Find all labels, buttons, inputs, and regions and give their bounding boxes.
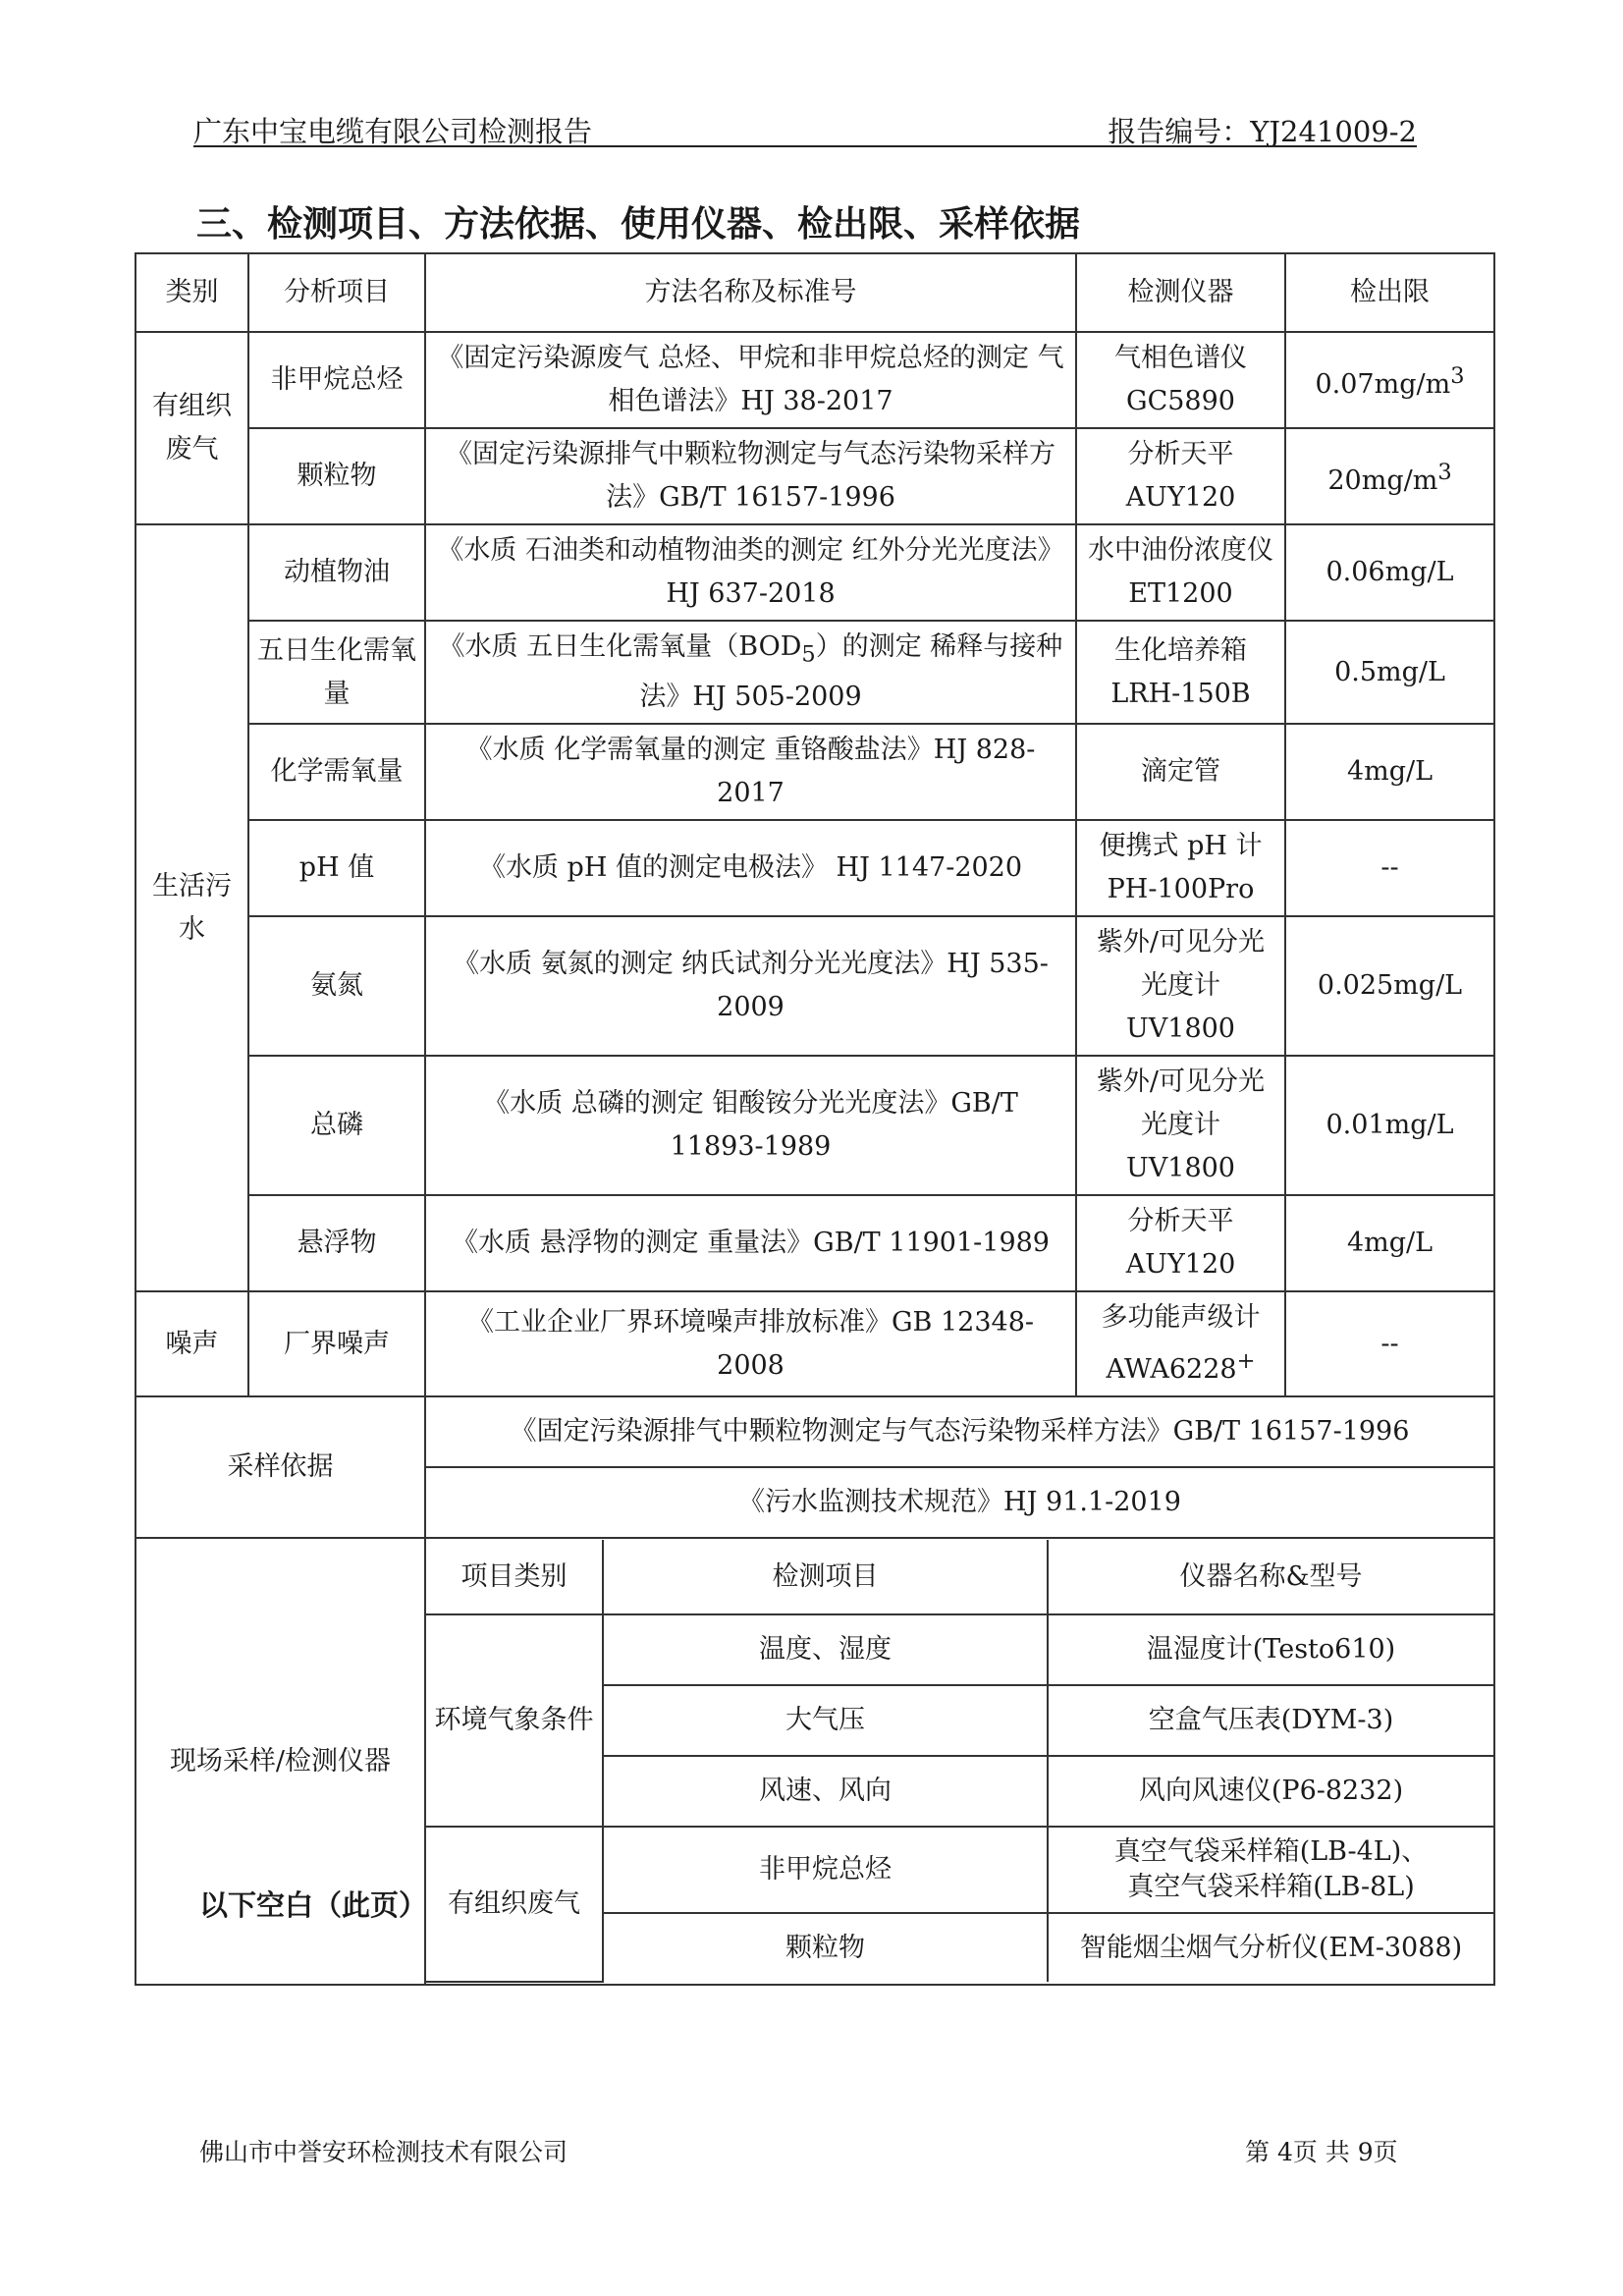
limit-cell: 0.06mg/L xyxy=(1285,524,1494,621)
table-row xyxy=(135,524,1494,621)
table-header-row xyxy=(135,253,1494,332)
group-cell: 生活污水 xyxy=(135,524,248,1291)
limit-cell: -- xyxy=(1285,820,1494,916)
report-number: 报告编号：YJ241009-2 xyxy=(1108,115,1417,148)
footer-agency: 佛山市中誉安环检测技术有限公司 xyxy=(199,2138,568,2166)
table-row xyxy=(135,1056,1494,1195)
method-text: ）的测定 稀释与接种法》HJ 505-2009 xyxy=(639,631,1063,713)
col-header: 检出限 xyxy=(1285,253,1494,332)
table-row xyxy=(135,1291,1494,1396)
field-instrument-line: 真空气袋采样箱(LB-8L) xyxy=(1127,1872,1415,1903)
field-category: 有组织废气 xyxy=(426,1827,603,1982)
instrument-cell: 紫外/可见分光光度计 UV1800 xyxy=(1076,916,1285,1056)
limit-cell: 0.01mg/L xyxy=(1285,1056,1494,1195)
method-cell: 《水质 化学需氧量的测定 重铬酸盐法》HJ 828-2017 xyxy=(425,724,1076,820)
method-cell: 《水质 氨氮的测定 纳氏试剂分光光度法》HJ 535-2009 xyxy=(425,916,1076,1056)
instrument-cell: 分析天平 AUY120 xyxy=(1076,1195,1285,1291)
field-instrument xyxy=(1048,1827,1493,1913)
field-row xyxy=(426,1614,1493,1685)
limit-cell: 4mg/L xyxy=(1285,1195,1494,1291)
method-cell: 《水质 悬浮物的测定 重量法》GB/T 11901-1989 xyxy=(425,1195,1076,1291)
sampling-basis: 《污水监测技术规范》HJ 91.1-2019 xyxy=(425,1467,1494,1538)
blank-below-note: 以下空白（此页） xyxy=(199,1888,428,1922)
instrument-cell: 滴定管 xyxy=(1076,724,1285,820)
method-subscript: 5 xyxy=(801,641,816,668)
limit-superscript: 3 xyxy=(1437,459,1452,485)
field-header-row xyxy=(426,1540,1493,1614)
group-cell: 有组织废气 xyxy=(135,332,248,524)
method-text: 《水质 五日生化需氧量（BOD xyxy=(438,631,802,662)
field-col-header: 检测项目 xyxy=(603,1540,1048,1614)
table-row xyxy=(135,621,1494,724)
field-col-header: 仪器名称&型号 xyxy=(1048,1540,1493,1614)
col-header: 类别 xyxy=(135,253,248,332)
instrument-cell: 分析天平 AUY120 xyxy=(1076,428,1285,524)
instrument-cell: 气相色谱仪 GC5890 xyxy=(1076,332,1285,428)
sampling-row xyxy=(135,1396,1494,1467)
limit-value: 0.07mg/m xyxy=(1315,368,1451,400)
table-row xyxy=(135,332,1494,428)
instrument-text: 多功能声级计 AWA6228 xyxy=(1101,1302,1261,1386)
instrument-cell: 生化培养箱 LRH-150B xyxy=(1076,621,1285,724)
field-item: 非甲烷总烃 xyxy=(603,1827,1048,1913)
instrument-superscript: + xyxy=(1236,1348,1256,1375)
field-row xyxy=(426,1827,1493,1913)
limit-value: 20mg/m xyxy=(1327,465,1438,496)
header-rule xyxy=(193,145,1417,147)
limit-cell xyxy=(1285,428,1494,524)
limit-cell: -- xyxy=(1285,1291,1494,1396)
item-cell: pH 值 xyxy=(248,820,425,916)
item-cell: 氨氮 xyxy=(248,916,425,1056)
method-cell: 《水质 pH 值的测定电极法》 HJ 1147-2020 xyxy=(425,820,1076,916)
report-header-company: 广东中宝电缆有限公司检测报告 xyxy=(193,115,593,148)
item-cell: 厂界噪声 xyxy=(248,1291,425,1396)
col-header: 方法名称及标准号 xyxy=(425,253,1076,332)
item-cell: 化学需氧量 xyxy=(248,724,425,820)
instrument-cell xyxy=(1076,1291,1285,1396)
instrument-cell: 水中油份浓度仪 ET1200 xyxy=(1076,524,1285,621)
item-cell: 动植物油 xyxy=(248,524,425,621)
method-cell: 《水质 石油类和动植物油类的测定 红外分光光度法》HJ 637-2018 xyxy=(425,524,1076,621)
method-cell: 《固定污染源排气中颗粒物测定与气态污染物采样方法》GB/T 16157-1996 xyxy=(425,428,1076,524)
table-row xyxy=(135,428,1494,524)
table-row xyxy=(135,916,1494,1056)
limit-cell: 0.025mg/L xyxy=(1285,916,1494,1056)
field-label: 现场采样/检测仪器 xyxy=(135,1538,425,1985)
field-category: 环境气象条件 xyxy=(426,1614,603,1827)
limit-cell: 4mg/L xyxy=(1285,724,1494,820)
method-cell: 《水质 总磷的测定 钼酸铵分光光度法》GB/T 11893-1989 xyxy=(425,1056,1076,1195)
method-cell xyxy=(425,621,1076,724)
field-instrument-line: 真空气袋采样箱(LB-4L)、 xyxy=(1113,1836,1429,1868)
field-instrument-cell xyxy=(425,1538,1494,1985)
instrument-cell: 便携式 pH 计 PH-100Pro xyxy=(1076,820,1285,916)
field-instrument: 智能烟尘烟气分析仪(EM-3088) xyxy=(1048,1913,1493,1982)
limit-superscript: 3 xyxy=(1450,362,1465,389)
section-title: 三、检测项目、方法依据、使用仪器、检出限、采样依据 xyxy=(196,204,1081,245)
field-item: 颗粒物 xyxy=(603,1913,1048,1982)
field-item: 风速、风向 xyxy=(603,1756,1048,1827)
sampling-basis: 《固定污染源排气中颗粒物测定与气态污染物采样方法》GB/T 16157-1996 xyxy=(425,1396,1494,1467)
sampling-label: 采样依据 xyxy=(135,1396,425,1538)
method-cell: 《工业企业厂界环境噪声排放标准》GB 12348-2008 xyxy=(425,1291,1076,1396)
field-instrument-table xyxy=(426,1540,1493,1983)
group-cell: 噪声 xyxy=(135,1291,248,1396)
instrument-cell: 紫外/可见分光光度计 UV1800 xyxy=(1076,1056,1285,1195)
field-item: 温度、湿度 xyxy=(603,1614,1048,1685)
method-cell: 《固定污染源废气 总烃、甲烷和非甲烷总烃的测定 气相色谱法》HJ 38-2017 xyxy=(425,332,1076,428)
item-cell: 非甲烷总烃 xyxy=(248,332,425,428)
table-row xyxy=(135,724,1494,820)
item-cell: 总磷 xyxy=(248,1056,425,1195)
table-row xyxy=(135,820,1494,916)
page-number: 第 4页 共 9页 xyxy=(1245,2138,1398,2166)
col-header: 分析项目 xyxy=(248,253,425,332)
field-instrument: 风向风速仪(P6-8232) xyxy=(1048,1756,1493,1827)
item-cell: 五日生化需氧量 xyxy=(248,621,425,724)
limit-cell xyxy=(1285,332,1494,428)
item-cell: 悬浮物 xyxy=(248,1195,425,1291)
item-cell: 颗粒物 xyxy=(248,428,425,524)
field-instrument: 空盒气压表(DYM-3) xyxy=(1048,1685,1493,1756)
col-header: 检测仪器 xyxy=(1076,253,1285,332)
field-item: 大气压 xyxy=(603,1685,1048,1756)
field-col-header: 项目类别 xyxy=(426,1540,603,1614)
method-table xyxy=(135,252,1495,1986)
field-instrument: 温湿度计(Testo610) xyxy=(1048,1614,1493,1685)
table-row xyxy=(135,1195,1494,1291)
limit-cell: 0.5mg/L xyxy=(1285,621,1494,724)
